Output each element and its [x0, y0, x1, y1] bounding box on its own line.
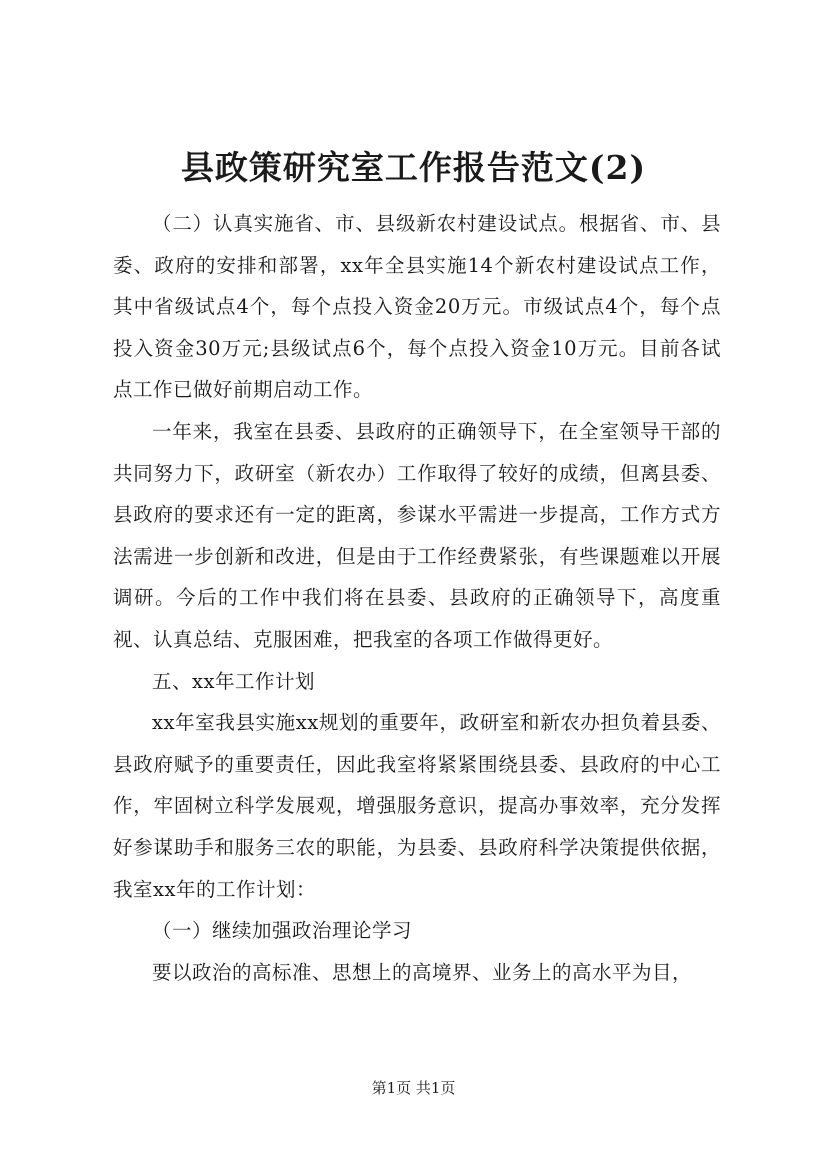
paragraph-political-study: 要以政治的高标准、思想上的高境界、业务上的高水平为目，	[152, 960, 693, 984]
subheading-political-study: （一）继续加强政治理论学习	[152, 919, 413, 943]
paragraph-plan-intro: xx年室我县实施xx规划的重要年，政研室和新农办担负着县委、县政府赋予的重要责任，因此我室将紧紧围绕县委、县政府的中心工作，牢固树立科学发展观，增强服务意识，提高办事效率，充分发挥好参谋助手和服务三农的职能，为县委、县政府科学决策提供依据，我室xx年的工作计划：	[113, 711, 721, 901]
document-body	[113, 203, 721, 993]
paragraph-year-review: 一年来，我室在县委、县政府的正确领导下，在全室领导干部的共同努力下，政研室（新农办）工作取得了较好的成绩，但离县委、县政府的要求还有一定的距离，参谋水平需进一步提高，工作方式方法需进一步创新和改进，但是由于工作经费紧张，有些课题难以开展调研。今后的工作中我们将在县委、县政府的正确领导下，高度重视、认真总结、克服困难，把我室的各项工作做得更好。	[113, 419, 721, 651]
section-heading-work-plan: 五、xx年工作计划	[152, 669, 315, 693]
paragraph-pilot-construction: （二）认真实施省、市、县级新农村建设试点。根据省、市、县委、政府的安排和部署，xx年全县实施14个新农村建设试点工作，其中省级试点4个，每个点投入资金20万元。市级试点4个，每个点投入资金30万元;县级试点6个，每个点投入资金10万元。目前各试点工作已做好前期启动工作。	[113, 212, 721, 402]
page-footer: 第1页 共1页	[371, 1079, 456, 1097]
document-title: 县政策研究室工作报告范文(2)	[180, 148, 647, 187]
